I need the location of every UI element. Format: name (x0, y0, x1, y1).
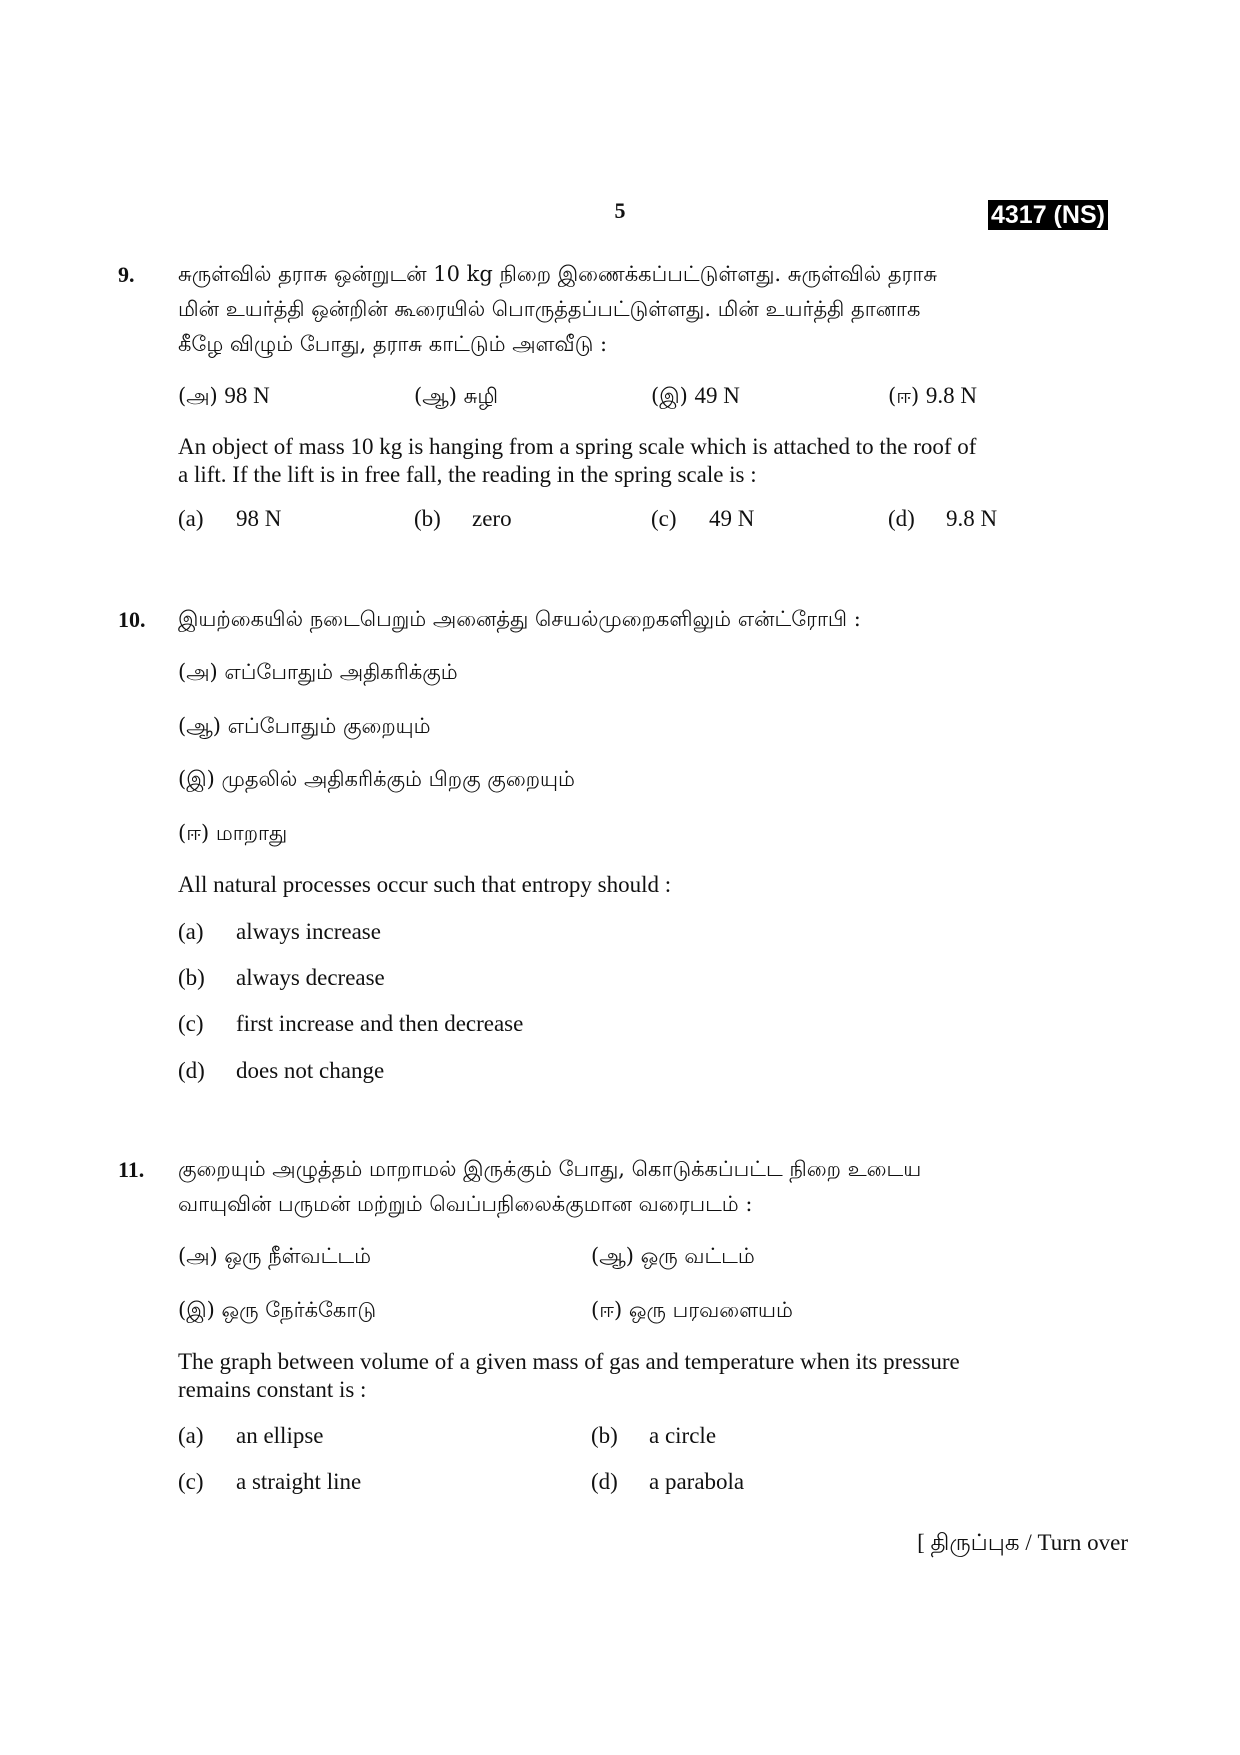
option-text: ஒரு பரவளையம் (628, 1298, 793, 1322)
option-text: an ellipse (236, 1423, 324, 1448)
option-label: (b) (414, 506, 441, 531)
option-text: a circle (649, 1423, 717, 1448)
option-text: always decrease (236, 965, 385, 990)
option-label: (அ) (178, 1244, 218, 1268)
english-question-line: An object of mass 10 kg is hanging from a spring scale which is attached to the roof of (178, 434, 977, 459)
option-label: (ஈ) (591, 1298, 623, 1322)
option-text: a parabola (649, 1469, 745, 1494)
option-text: ஒரு நேர்க்கோடு (221, 1298, 377, 1322)
tamil-question-line: இயற்கையில் நடைபெறும் அனைத்து செயல்முறைகளிலும் என்ட்ரோபி : (178, 607, 861, 631)
option-label: (ஆ) (414, 384, 457, 408)
tamil-question-line: சுருள்வில் தராசு ஒன்றுடன் 10 kg நிறை இணைக்கப்பட்டுள்ளது. சுருள்வில் தராசு (178, 262, 938, 286)
option-text: a straight line (236, 1469, 362, 1494)
option-text: எப்போதும் குறையும் (227, 714, 431, 738)
english-option (178, 1422, 324, 1450)
option-label: (a) (178, 919, 204, 944)
tamil-option (178, 819, 287, 847)
option-text: zero (472, 506, 512, 531)
option-label: (ஆ) (178, 714, 221, 738)
tamil-option (651, 382, 740, 410)
question-number: 11. (118, 1157, 145, 1182)
option-label: (இ) (178, 1298, 215, 1322)
tamil-option (178, 712, 431, 740)
tamil-option (591, 1296, 793, 1324)
english-option (888, 505, 997, 533)
tamil-option (414, 382, 498, 410)
paper-code-badge: 4317 (NS) (988, 200, 1108, 230)
english-option (651, 505, 754, 533)
option-text: 98 N (236, 506, 282, 531)
option-label: (இ) (651, 384, 688, 408)
tamil-option (178, 382, 270, 410)
english-question-line: a lift. If the lift is in free fall, the reading in the spring scale is : (178, 462, 757, 487)
option-text: does not change (236, 1058, 385, 1083)
option-label: (c) (178, 1011, 204, 1036)
tamil-question-line: கீழே விழும் போது, தராசு காட்டும் அளவீடு : (178, 332, 608, 356)
option-text: 49 N (709, 506, 755, 531)
question-number: 9. (118, 262, 135, 287)
english-option (178, 1057, 384, 1085)
tamil-option (591, 1242, 755, 1270)
tamil-option (178, 765, 575, 793)
option-label: (d) (591, 1469, 618, 1494)
option-text: 9.8 N (925, 383, 978, 408)
option-label: (ஈ) (178, 821, 210, 845)
english-option (591, 1468, 744, 1496)
english-option (178, 964, 385, 992)
english-question-line: The graph between volume of a given mass of gas and temperature when its pressure (178, 1349, 960, 1374)
option-text: ஒரு வட்டம் (640, 1244, 755, 1268)
english-question-line: All natural processes occur such that entropy should : (178, 872, 672, 897)
option-text: first increase and then decrease (236, 1011, 524, 1036)
option-label: (a) (178, 506, 204, 531)
option-label: (அ) (178, 384, 218, 408)
option-label: (அ) (178, 660, 218, 684)
tamil-option (178, 1242, 371, 1270)
tamil-option (178, 1296, 376, 1324)
tamil-option (178, 658, 458, 686)
option-text: எப்போதும் அதிகரிக்கும் (224, 660, 458, 684)
option-label: (d) (888, 506, 915, 531)
english-question-line: remains constant is : (178, 1377, 367, 1402)
option-label: (b) (178, 965, 205, 990)
english-option (178, 505, 281, 533)
option-text: ஒரு நீள்வட்டம் (224, 1244, 371, 1268)
option-label: (d) (178, 1058, 205, 1083)
option-label: (a) (178, 1423, 204, 1448)
option-label: (ஆ) (591, 1244, 634, 1268)
turn-over-note: [ திருப்புக / Turn over (917, 1530, 1128, 1555)
question-number: 10. (118, 607, 146, 632)
option-text: முதலில் அதிகரிக்கும் பிறகு குறையும் (221, 767, 575, 791)
tamil-question-line: குறையும் அழுத்தம் மாறாமல் இருக்கும் போது, கொடுக்கப்பட்ட நிறை உடைய (178, 1157, 922, 1181)
option-text: 98 N (224, 383, 270, 408)
tamil-question-line: மின் உயர்த்தி ஒன்றின் கூரையில் பொருத்தப்பட்டுள்ளது. மின் உயர்த்தி தானாக (178, 297, 921, 321)
page-number: 5 (614, 198, 626, 223)
option-text: மாறாது (215, 821, 288, 845)
tamil-option (888, 382, 977, 410)
tamil-question-line: வாயுவின் பருமன் மற்றும் வெப்பநிலைக்குமான வரைபடம் : (178, 1192, 753, 1216)
option-label: (b) (591, 1423, 618, 1448)
english-option (178, 1468, 361, 1496)
english-option (178, 918, 381, 946)
option-label: (ஈ) (888, 384, 920, 408)
english-option (414, 505, 512, 533)
option-label: (c) (651, 506, 677, 531)
option-label: (c) (178, 1469, 204, 1494)
english-option (178, 1010, 523, 1038)
option-label: (இ) (178, 767, 215, 791)
option-text: 49 N (694, 383, 740, 408)
option-text: always increase (236, 919, 381, 944)
english-option (591, 1422, 716, 1450)
option-text: 9.8 N (946, 506, 998, 531)
option-text: சுழி (463, 384, 499, 408)
